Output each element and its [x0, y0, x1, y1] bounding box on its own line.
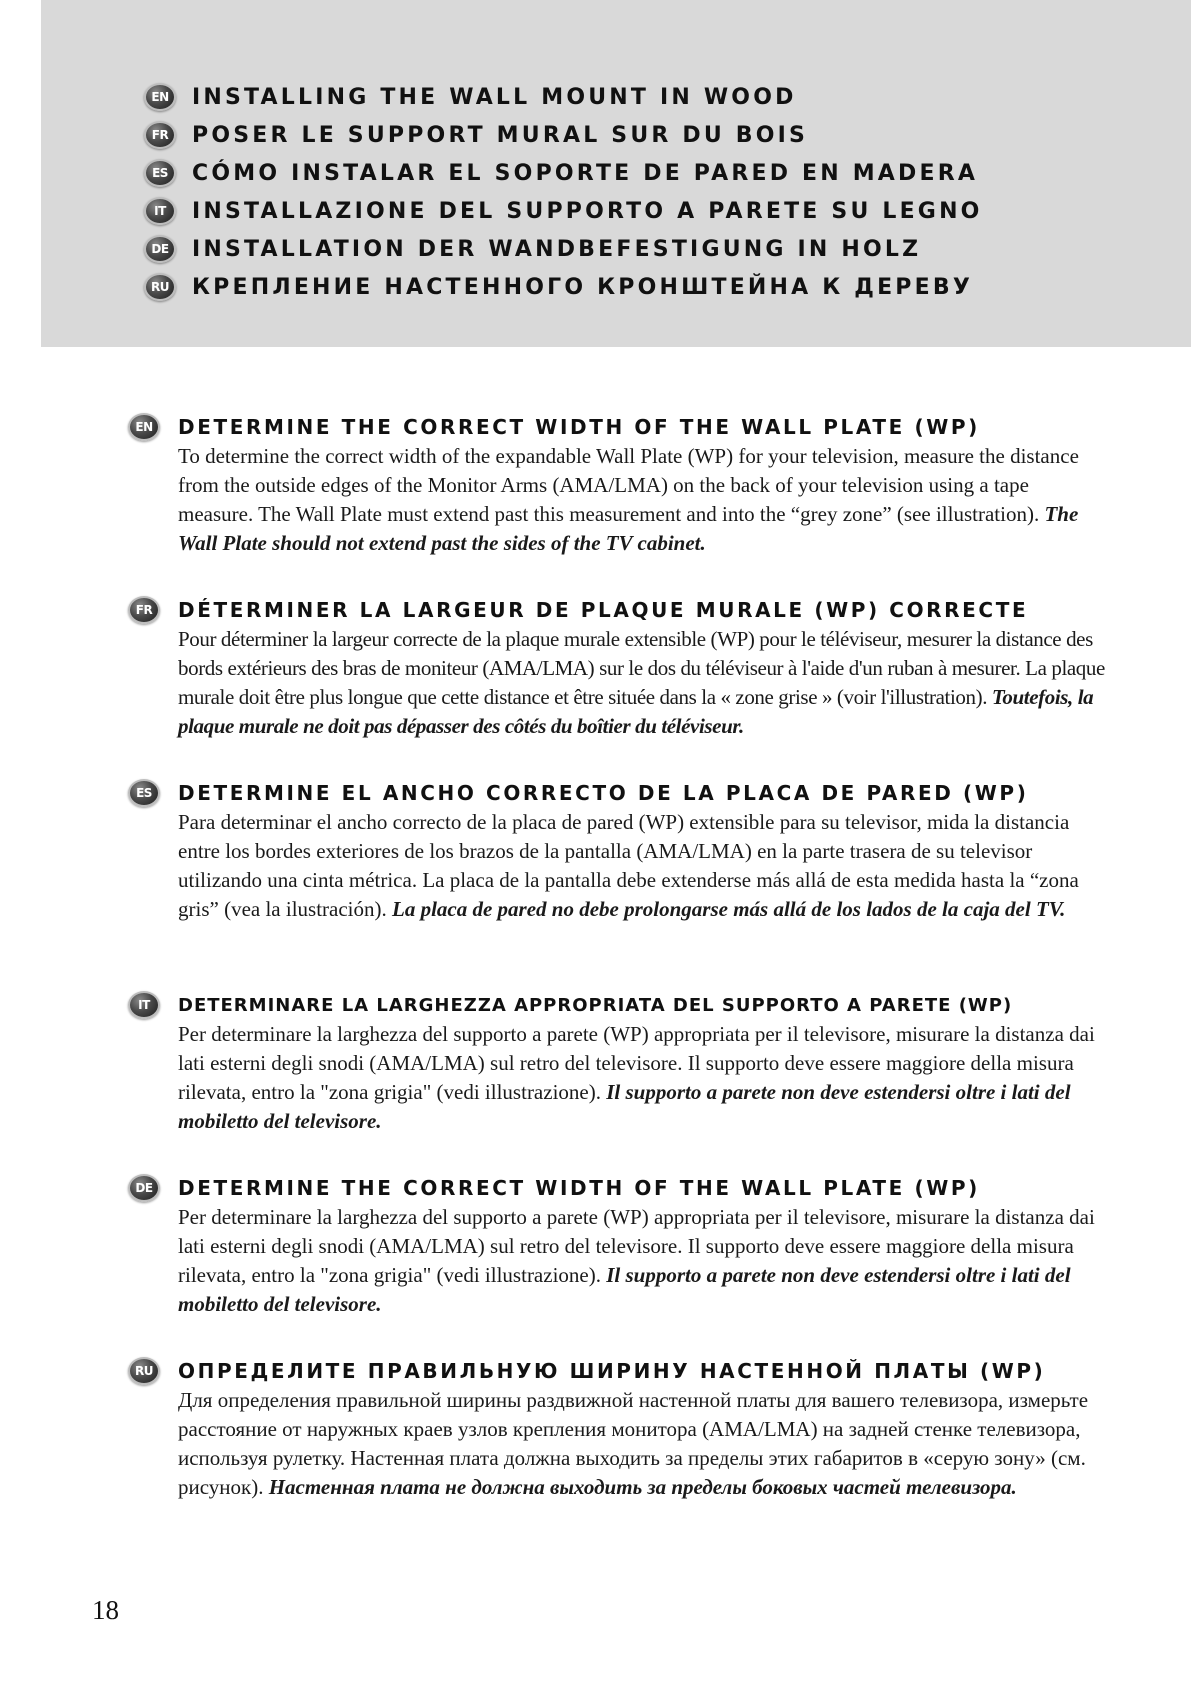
body-text: Pour déterminer la largeur correcte de la plaque murale extensible (WP) pour le téléviseur, mesurer la distance des bords extérieurs des bras de moniteur (AMA/LMA) sur le dos du téléviseur à l'aide d'un ruban à mesurer. La plaque murale doit être plus longue que cette distance et être située dans la « zone grise » (voir l'illustration). [178, 627, 1105, 709]
section-en [128, 412, 1108, 558]
section-body [178, 808, 1108, 924]
title-en: INSTALLING THE WALL MOUNT IN WOOD [192, 84, 797, 110]
lang-badge-icon: RU [128, 1357, 160, 1385]
title-row-en [144, 78, 983, 116]
lang-badge-icon: ES [144, 159, 176, 187]
section-body [178, 1020, 1108, 1136]
section-title: ОПРЕДЕЛИТЕ ПРАВИЛЬНУЮ ШИРИНУ НАСТЕННОЙ ПЛАТЫ (WP) [178, 1359, 1046, 1383]
lang-badge-icon: DE [128, 1174, 160, 1202]
body-emphasis: Настенная плата не должна выходить за пределы боковых частей телевизора. [268, 1475, 1017, 1499]
section-header [128, 778, 1108, 808]
body-text: Para determinar el ancho correcto de la placa de pared (WP) extensible para su televisor, mida la distancia entre los bordes exteriores de los brazos de la pantalla (AMA/LMA) en la parte trasera de su televisor utilizando una cinta métrica. La placa de la pantalla debe extenderse más allá de esta medida hasta la “zona gris” (vea la ilustración). [178, 810, 1079, 921]
section-header [128, 595, 1108, 625]
body-text: Для определения правильной ширины раздвижной настенной платы для вашего телевизора, измерьте расстояние от наружных краев узлов крепления монитора (AMA/LMA) на задней стенке телевизора, используя рулетку. Настенная плата должна выходить за пределы этих габаритов в «серую зону» (см. рисунок). [178, 1388, 1089, 1499]
section-title: DETERMINE EL ANCHO CORRECTO DE LA PLACA DE PARED (WP) [178, 781, 1029, 805]
section-it [128, 990, 1108, 1136]
title-row-fr [144, 116, 983, 154]
section-de [128, 1173, 1108, 1319]
title-it: INSTALLAZIONE DEL SUPPORTO A PARETE SU LEGNO [192, 198, 983, 224]
body-emphasis: Il supporto a parete non deve estendersi oltre i lati del mobiletto del televisore. [178, 1080, 1071, 1133]
body-emphasis: Toutefois, la plaque murale ne doit pas dépasser des côtés du boîtier du téléviseur. [178, 685, 1094, 738]
section-title: DETERMINARE LA LARGHEZZA APPROPRIATA DEL SUPPORTO A PARETE (WP) [178, 994, 1013, 1016]
lang-badge-icon: IT [144, 197, 176, 225]
section-title: DETERMINE THE CORRECT WIDTH OF THE WALL PLATE (WP) [178, 415, 980, 439]
section-header [128, 1356, 1108, 1386]
section-header [128, 990, 1108, 1020]
body-text: Per determinare la larghezza del supporto a parete (WP) appropriata per il televisore, misurare la distanza dai lati esterni degli snodi (AMA/LMA) sul retro del televisore. Il supporto deve essere maggiore della misura rilevata, entro la "zona grigia" (vedi illustrazione). [178, 1022, 1095, 1104]
section-header [128, 412, 1108, 442]
section-header [128, 1173, 1108, 1203]
body-text: Per determinare la larghezza del supporto a parete (WP) appropriata per il televisore, misurare la distanza dai lati esterni degli snodi (AMA/LMA) sul retro del televisore. Il supporto deve essere maggiore della misura rilevata, entro la "zona grigia" (vedi illustrazione). [178, 1205, 1095, 1287]
body-emphasis: La placa de pared no debe prolongarse más allá de los lados de la caja del TV. [392, 897, 1066, 921]
section-es [128, 778, 1108, 924]
lang-badge-icon: FR [144, 121, 176, 149]
section-body [178, 1203, 1108, 1319]
section-title: DETERMINE THE CORRECT WIDTH OF THE WALL PLATE (WP) [178, 1176, 980, 1200]
lang-badge-icon: IT [128, 991, 160, 1019]
title-row-ru [144, 268, 983, 306]
title-row-it [144, 192, 983, 230]
title-es: CÓMO INSTALAR EL SOPORTE DE PARED EN MADERA [192, 160, 979, 186]
title-de: INSTALLATION DER WANDBEFESTIGUNG IN HOLZ [192, 236, 922, 262]
body-text: To determine the correct width of the expandable Wall Plate (WP) for your television, measure the distance from the outside edges of the Monitor Arms (AMA/LMA) on the back of your television using a tape measure. The Wall Plate must extend past this measurement and into the “grey zone” (see illustration). [178, 444, 1079, 526]
body-emphasis: The Wall Plate should not extend past the sides of the TV cabinet. [178, 502, 1079, 555]
title-row-es [144, 154, 983, 192]
section-body [178, 1386, 1108, 1502]
lang-badge-icon: ES [128, 779, 160, 807]
title-ru: КРЕПЛЕНИЕ НАСТЕННОГО КРОНШТЕЙНА К ДЕРЕВУ [192, 274, 973, 300]
title-row-de [144, 230, 983, 268]
lang-badge-icon: EN [144, 83, 176, 111]
lang-badge-icon: RU [144, 273, 176, 301]
section-body [178, 442, 1108, 558]
lang-badge-icon: DE [144, 235, 176, 263]
section-fr [128, 595, 1108, 741]
section-body [178, 625, 1108, 741]
body-emphasis: Il supporto a parete non deve estendersi oltre i lati del mobiletto del televisore. [178, 1263, 1071, 1316]
lang-badge-icon: EN [128, 413, 160, 441]
section-title: DÉTERMINER LA LARGEUR DE PLAQUE MURALE (WP) CORRECTE [178, 598, 1029, 622]
page-number: 18 [92, 1595, 119, 1625]
lang-badge-icon: FR [128, 596, 160, 624]
title-fr: POSER LE SUPPORT MURAL SUR DU BOIS [192, 122, 809, 148]
title-list [144, 78, 983, 306]
section-ru [128, 1356, 1108, 1502]
